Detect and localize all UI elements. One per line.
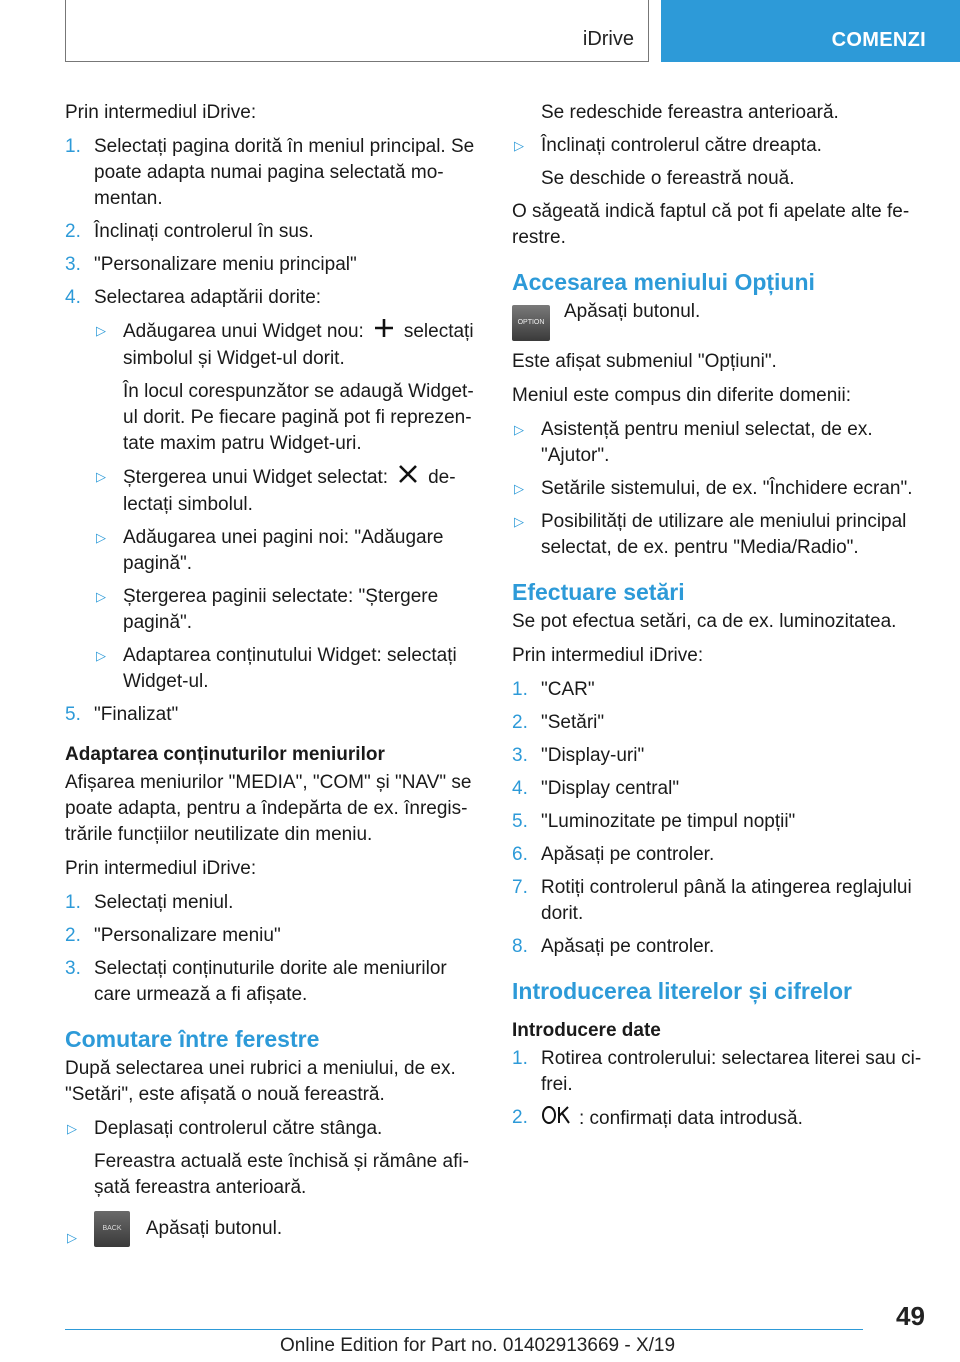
bullet-continuation: În locul corespunzător se adaugă Widget-ul dorit. Pe fiecare pagină pot fi reprezen-tate maxim patru Widget-uri. [123,381,474,454]
paragraph: O săgeată indică faptul că pot fi apelate alte fe-restre. [512,201,910,248]
bullet-continuation: Fereastra actuală este închisă și rămâne afi-șată fereastra anterioară. [94,1151,469,1198]
bullet-item: ▷ Înclinați controlerul către dreapta. [512,133,924,159]
bullet-item: ▷ Deplasați controlerul către stânga. [65,1116,479,1142]
list-item: 2. "Setări" [512,712,605,733]
triangle-bullet-icon: ▷ [96,469,106,484]
bullet-item: ▷ BACK Apăsați butonul. [65,1211,479,1247]
list-item: 1. Selectați meniul. [65,892,234,913]
triangle-bullet-icon: ▷ [96,530,106,545]
bullet-item: ▷ Adăugarea unui Widget nou: selectați simbolul și Widget-ul dorit. [94,318,479,372]
page-number: 49 [896,1301,925,1331]
list-item: 5. "Finalizat" [65,704,179,725]
triangle-bullet-icon: ▷ [96,589,106,604]
paragraph: Prin intermediul iDrive: [512,645,704,666]
triangle-bullet-icon: ▷ [67,1121,77,1136]
bullet-item: ▷ Adaptarea conținutului Widget: selectați Widget-ul. [96,645,457,692]
bullet-item: ▷ Ștergerea paginii selectate: "Ștergere pagină". [96,586,439,633]
triangle-bullet-icon: ▷ [514,481,524,496]
section-heading: Accesarea meniului Opțiuni [512,269,815,295]
list-item: 4. "Display central" [512,778,680,799]
list-item: 1. "CAR" [512,679,595,700]
bullet-item: ▷ Adăugarea unei pagini noi: "Adăugare pagină". [96,527,444,574]
triangle-bullet-icon: ▷ [514,514,524,529]
option-press-row: OPTION Apăsați butonul. [512,299,924,345]
sub-list [94,318,479,695]
bullet-item: ▷ Ștergerea unui Widget selectat: de-lectați simbolul. [94,464,479,518]
triangle-bullet-icon: ▷ [96,323,106,338]
list-item: 6. Apăsați pe controler. [512,844,715,865]
paragraph: Se pot efectua setări, ca de ex. luminozitatea. [512,611,897,632]
triangle-bullet-icon: ▷ [514,138,524,153]
bullet-item: ▷ Setările sistemului, de ex. "Închidere ecran". [512,476,924,502]
paragraph: Prin intermediul iDrive: [65,858,257,879]
section-subheading: Adaptarea conținuturilor meniurilor [65,744,385,765]
list-item: 7. Rotiți controlerul până la atingerea reglajului dorit. [512,877,912,924]
list-item: 1. Selectați pagina dorită în meniul principal. Se poate adapta numai pagina selectată mo-mentan. [65,136,475,209]
list-item: 2. Înclinați controlerul în sus. [65,221,314,242]
list-item: 1. Rotirea controlerului: selectarea literei sau ci-frei. [512,1048,922,1095]
paragraph: Este afișat submeniul "Opțiuni". [512,351,777,372]
intro-text: Prin intermediul iDrive: [65,102,257,123]
section-heading: Comutare între ferestre [65,1026,320,1052]
footer-divider [65,1329,863,1330]
back-button-icon: BACK [94,1211,130,1247]
bullet-item: ▷ Asistență pentru meniul selectat, de ex. "Ajutor". [514,419,873,466]
chapter-tab[interactable] [661,0,960,62]
list-item: 3. "Display-uri" [512,745,645,766]
triangle-bullet-icon: ▷ [514,422,524,437]
list-item: 3. "Personalizare meniu principal" [65,254,357,275]
section-subheading: Introducere date [512,1020,661,1041]
close-icon [398,464,418,492]
triangle-bullet-icon: ▷ [67,1230,77,1245]
list-item: 3. Selectați conținuturile dorite ale meniurilor care urmează a fi afișate. [65,958,447,1005]
right-column [512,100,924,1140]
section-title: iDrive [582,28,634,50]
section-heading: Introducerea literelor și cifrelor [512,978,853,1004]
footer-text: Online Edition for Part no. 01402913669 - X/19 [280,1335,676,1356]
bullet-continuation: Se redeschide fereastra anterioară. [541,102,839,123]
list-item: 8. Apăsați pe controler. [512,936,715,957]
bullet-item: ▷ Posibilități de utilizare ale meniului principal selectat, de ex. pentru "Media/Radio". [514,511,907,558]
list-item: 4. Selectarea adaptării dorite: [65,287,322,308]
plus-icon [374,318,394,346]
ok-icon [541,1105,571,1133]
header-bar [65,0,649,62]
bullet-continuation: Se deschide o fereastră nouă. [541,168,795,189]
left-column [65,100,479,1254]
chapter-tab-label: COMENZI [831,29,926,51]
list-item: 2. : confirmați data introdusă. [512,1105,924,1133]
list-item: 5. "Luminozitate pe timpul nopții" [512,811,796,832]
triangle-bullet-icon: ▷ [96,648,106,663]
list-item: 2. "Personalizare meniu" [65,925,281,946]
paragraph: După selectarea unei rubrici a meniului, de ex. "Setări", este afișată o nouă fereastră. [65,1058,456,1105]
option-button-icon: OPTION [512,305,550,341]
paragraph: Afișarea meniurilor "MEDIA", "COM" și "NAV" se poate adapta, pentru a îndepărta de ex. înregis-trările funcțiilor neutilizate din meniu. [65,772,472,845]
section-heading: Efectuare setări [512,579,685,605]
paragraph: Meniul este compus din diferite domenii: [512,385,852,406]
